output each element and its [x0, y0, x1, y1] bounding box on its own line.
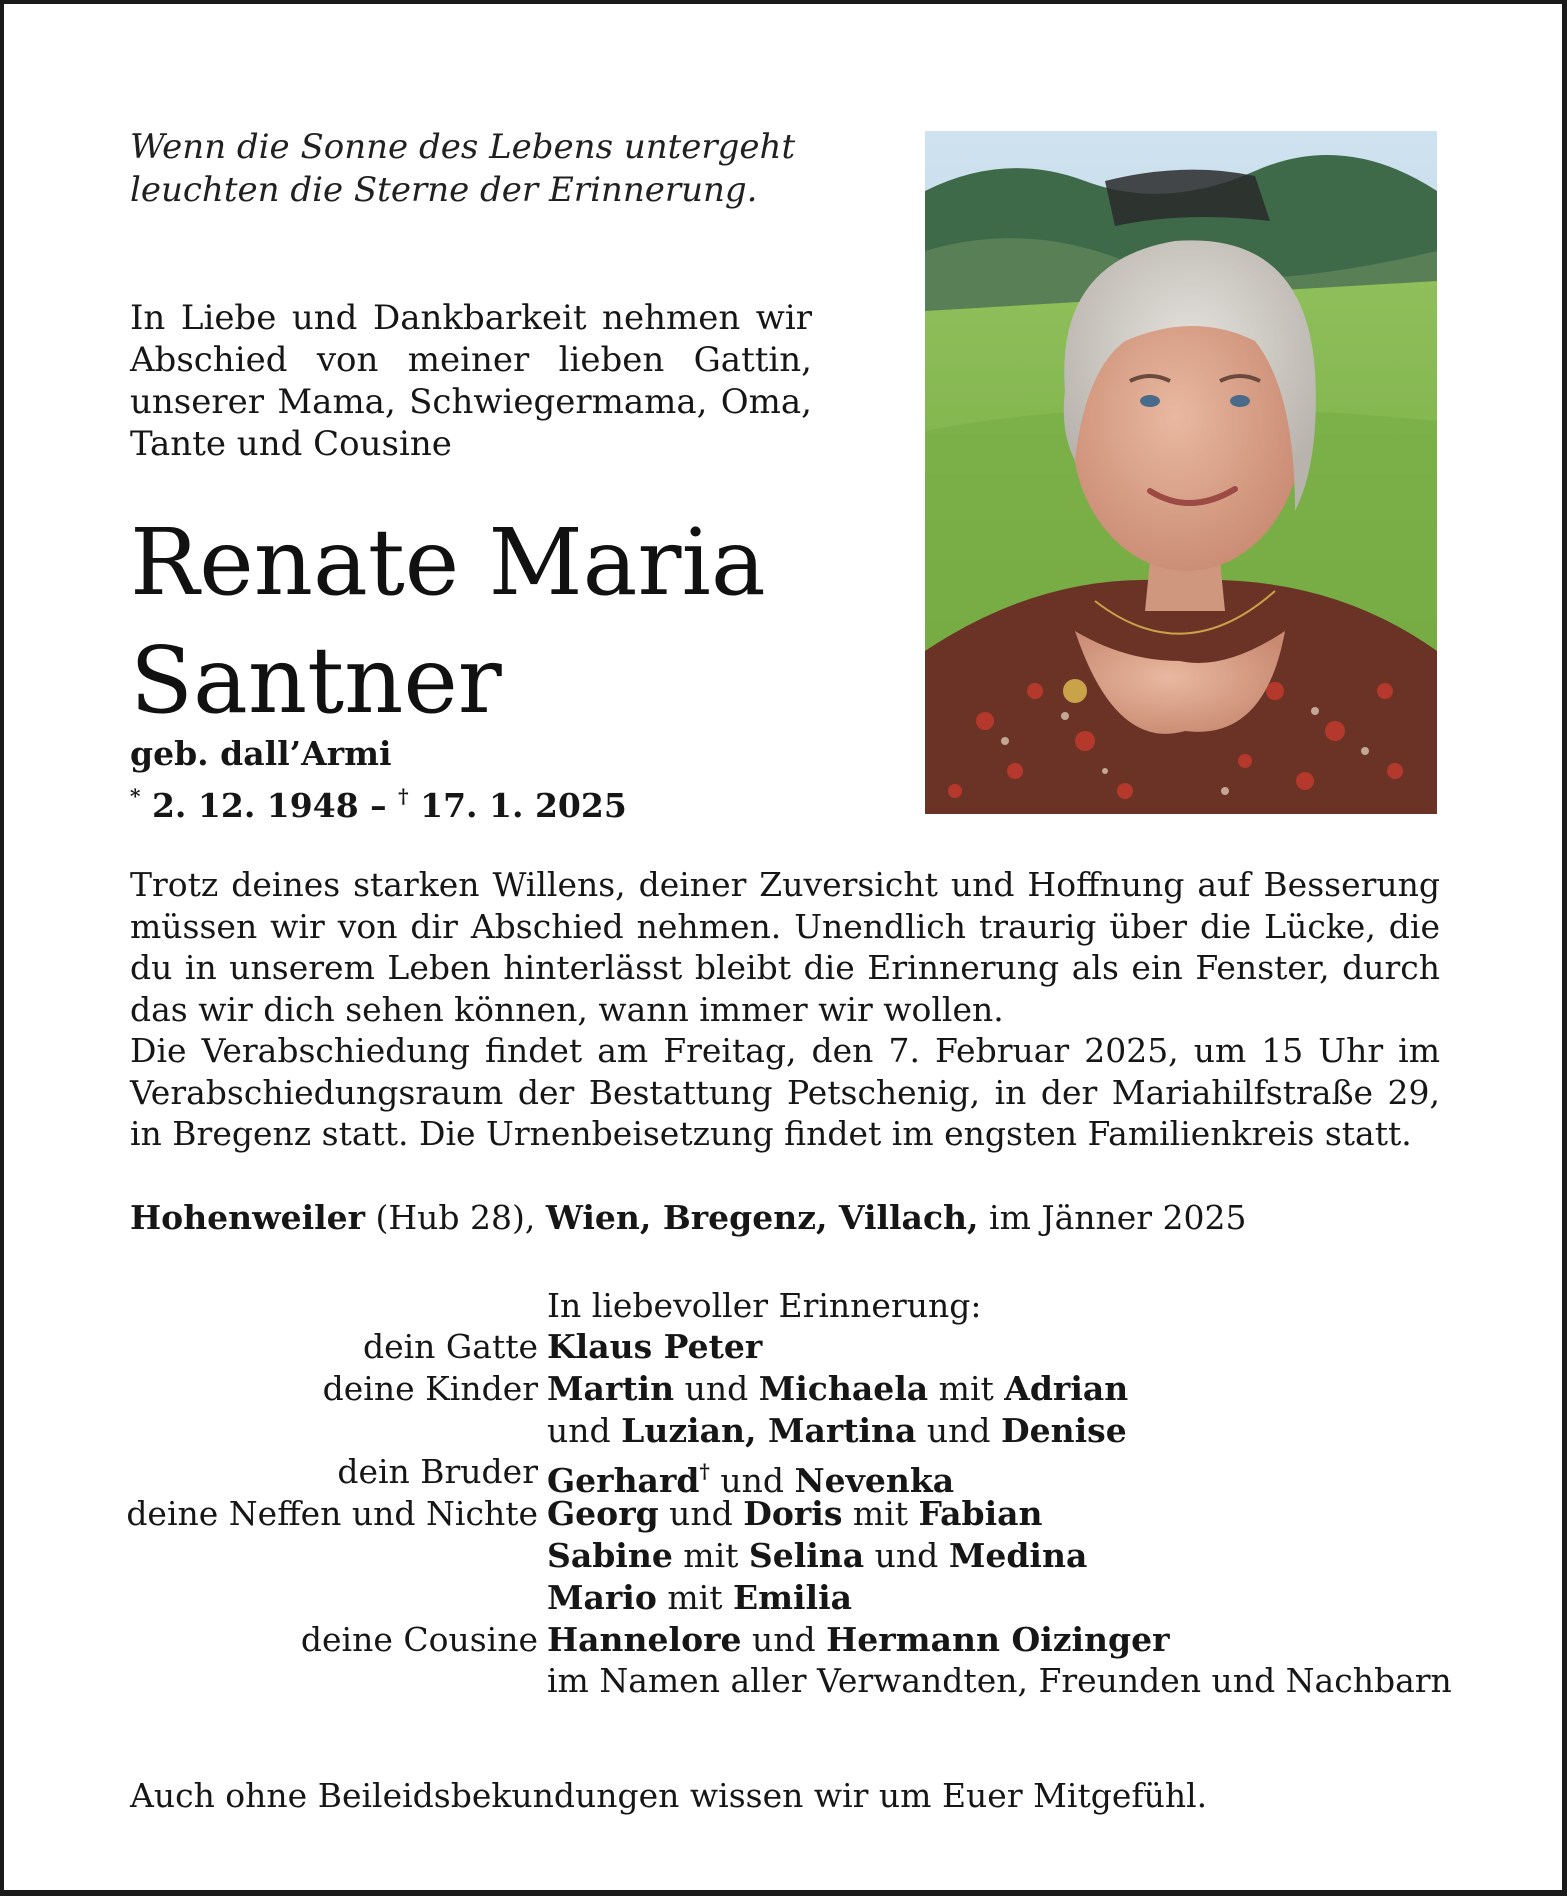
cross-mark: †: [699, 1459, 710, 1484]
name-partner: Doris: [743, 1494, 843, 1534]
connector: mit: [928, 1368, 1005, 1408]
name-gatte: Klaus Peter: [547, 1327, 763, 1366]
connector: und: [658, 1494, 744, 1534]
death-date: 17. 1. 2025: [420, 786, 627, 825]
name-neffe: Georg: [547, 1494, 659, 1534]
family-row-kinder-2: [4, 1410, 1562, 1452]
place-hohenweiler: Hohenweiler: [130, 1198, 366, 1237]
name-enkel: Luzian, Martina: [621, 1410, 917, 1450]
body-paragraph-2: Die Verabschiedung findet am Freitag, den 7. Februar 2025, um 15 Uhr im Verabschiedungsraum der Bestattung Petschenig, in der Mariahilfstraße 29, in Bregenz statt. Die Urnenbeisetzung findet im engsten Familienkreis statt.: [130, 1031, 1440, 1153]
family-row-neffen-2: [4, 1535, 1562, 1577]
all-relatives-line: im Namen aller Verwandten, Freunden und Nachbarn: [547, 1661, 1452, 1701]
connector: mit: [842, 1494, 919, 1534]
name-kind: Medina: [948, 1535, 1088, 1575]
obituary-page: [4, 4, 1562, 1890]
places: Wien, Bregenz, Villach,: [545, 1198, 979, 1237]
connector: und: [709, 1461, 795, 1501]
motto-line-2: leuchten die Sterne der Erinnerung.: [130, 170, 758, 210]
body-paragraph-1: Trotz deines starken Willens, deiner Zuversicht und Hoffnung auf Besserung müssen wir von dir Abschied nehmen. Unendlich traurig über die Lücke, die du in unserem Leben hinterlässt bleibt die Erinnerung als ein Fenster, durch das wir dich sehen können, wann immer wir wollen.: [130, 865, 1440, 1029]
relation-label: dein Gatte: [362, 1327, 538, 1366]
name-kind: Michaela: [758, 1368, 929, 1408]
family-row-all: [4, 1660, 1562, 1702]
location-date: im Jänner 2025: [978, 1198, 1247, 1237]
name-line-1: Renate Maria: [130, 509, 766, 616]
name-kind: Martin: [547, 1368, 675, 1408]
family-row-neffen-3: [4, 1577, 1562, 1619]
motto: [130, 126, 795, 212]
name-cousine: Hannelore: [547, 1619, 742, 1659]
name-kind: Selina: [748, 1535, 865, 1575]
connector: und: [547, 1410, 622, 1450]
connector: und: [864, 1535, 949, 1575]
name-kind: Emilia: [732, 1577, 853, 1617]
relation-label: deine Neffen und Nichte: [126, 1494, 538, 1534]
family-row-kinder: [4, 1368, 1562, 1410]
portrait-photo: [925, 131, 1437, 814]
signoff-intro: In liebevoller Erinnerung:: [547, 1286, 982, 1325]
connector: und: [674, 1368, 759, 1408]
obituary-body: [130, 864, 1440, 1155]
date-separator: –: [370, 786, 387, 825]
name-neffe: Mario: [547, 1577, 657, 1617]
name-line-2: Santner: [130, 627, 502, 734]
address: (Hub 28),: [365, 1198, 546, 1237]
death-cross-mark: †: [398, 784, 409, 808]
deceased-name: [130, 504, 766, 740]
name-partner: Hermann Oizinger: [826, 1619, 1170, 1659]
family-list: [4, 1326, 1562, 1702]
location-line: [130, 1197, 1247, 1238]
family-row-neffen: [4, 1493, 1562, 1535]
maiden-name: geb. dall’Armi: [130, 734, 392, 773]
portrait-illustration: [925, 131, 1437, 814]
relation-label: deine Kinder: [322, 1368, 538, 1408]
relation-label: deine Cousine: [300, 1619, 538, 1659]
birth-mark: *: [130, 784, 141, 808]
intro-text: In Liebe und Dankbarkeit nehmen wir Abschied von meiner lieben Gattin, unserer Mama, Schwiegermama, Oma, Tante und Cousine: [130, 298, 812, 464]
name-kind: Fabian: [918, 1494, 1043, 1534]
connector: und: [916, 1410, 1002, 1450]
birth-date: 2. 12. 1948: [151, 786, 359, 825]
closing-line: Auch ohne Beileidsbekundungen wissen wir um Euer Mitgefühl.: [130, 1776, 1208, 1815]
family-row-gatte: [4, 1326, 1562, 1368]
family-row-bruder: [4, 1451, 1562, 1501]
family-row-cousine: [4, 1619, 1562, 1661]
connector: mit: [656, 1577, 733, 1617]
name-enkel: Denise: [1001, 1410, 1127, 1450]
life-dates: [130, 776, 627, 826]
connector: mit: [672, 1535, 749, 1575]
motto-line-1: Wenn die Sonne des Lebens untergeht: [130, 127, 796, 167]
name-enkel: Adrian: [1004, 1368, 1129, 1408]
name-bruder: Gerhard: [547, 1461, 700, 1501]
name-nichte: Sabine: [547, 1535, 673, 1575]
name-partner: Nevenka: [794, 1461, 955, 1501]
connector: und: [741, 1619, 827, 1659]
relation-label: dein Bruder: [337, 1452, 538, 1492]
